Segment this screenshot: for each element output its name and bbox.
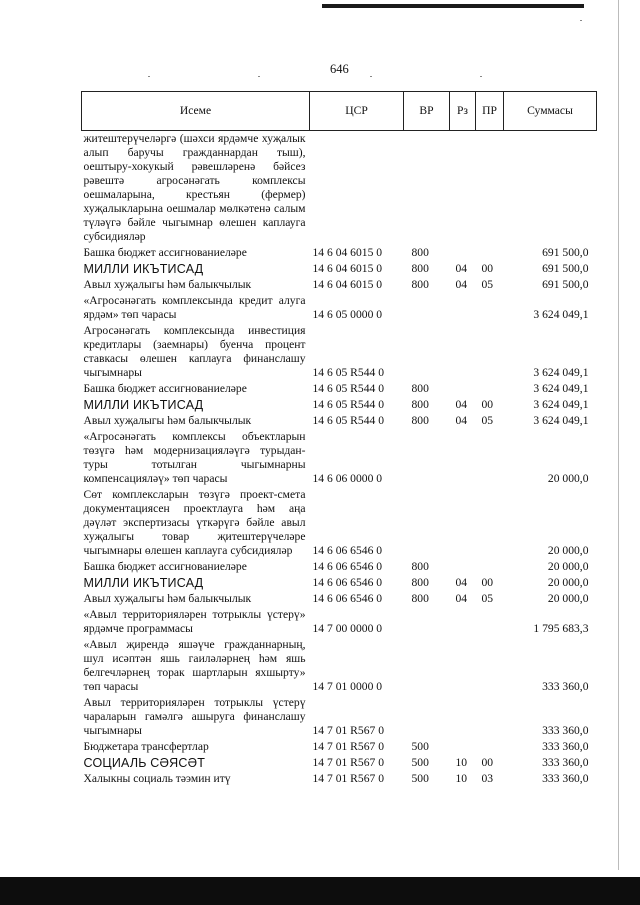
header-sum: Суммасы (504, 92, 597, 131)
header-rz: Рз (450, 92, 476, 131)
scan-bottom-bar (0, 877, 640, 905)
cell-vr: 800 (411, 560, 429, 573)
cell-vr (404, 293, 450, 323)
cell-rz: 04 (455, 398, 468, 411)
cell-sum: 3 624 049,1 (533, 308, 589, 321)
cell-rz: 04 (455, 278, 468, 291)
table-row (82, 637, 597, 695)
cell-csr: 14 7 01 R567 0 (312, 772, 384, 785)
cell-sum: 20 000,0 (547, 544, 589, 557)
cell-csr: 14 7 01 0000 0 (312, 680, 383, 693)
cell-csr: 14 6 05 R544 0 (312, 398, 384, 411)
table-row (82, 413, 597, 429)
cell-name: Башка бюджет ассигнованиеләре (83, 246, 247, 259)
cell-rz (450, 559, 476, 575)
cell-pr (476, 429, 504, 487)
cell-pr: 05 (481, 414, 494, 427)
cell-pr: 00 (481, 398, 494, 411)
scan-speck (148, 76, 150, 77)
cell-csr: 14 7 00 0000 0 (312, 622, 383, 635)
cell-name: МИЛЛИ ИКЪТИСАД (83, 576, 204, 590)
table-row (82, 559, 597, 575)
header-vr: ВР (404, 92, 450, 131)
cell-pr (476, 637, 504, 695)
table-row (82, 607, 597, 637)
cell-name: Башка бюджет ассигнованиеләре (83, 560, 247, 573)
cell-pr (476, 323, 504, 381)
table-row (82, 487, 597, 559)
cell-pr: 05 (481, 278, 494, 291)
scan-speck (370, 76, 372, 77)
cell-vr: 500 (411, 772, 429, 785)
cell-pr: 03 (481, 772, 494, 785)
cell-vr: 800 (411, 414, 429, 427)
cell-rz (450, 695, 476, 739)
table-row (82, 131, 597, 246)
cell-rz (450, 131, 476, 246)
table-row (82, 323, 597, 381)
cell-name: МИЛЛИ ИКЪТИСАД (83, 398, 204, 412)
scan-top-rule (322, 4, 584, 8)
cell-csr: 14 6 04 6015 0 (312, 262, 383, 275)
table-row (82, 695, 597, 739)
cell-name: Башка бюджет ассигнованиеләре (83, 382, 247, 395)
cell-name: житештерүчеләргә (шәхси ярдәмче хуҗалык алып баручы гражданнардан тыш), оештыру-хокукый рәвешләренә бәйсез рәвештә агросәнәгать комплексы оешмаларына, крестьян (фермер) хуҗалыкларына оешмалар мөлкәтенә салым түләүгә бәйле чыгымнар өлешен каплауга субсидияләр (83, 132, 306, 243)
cell-name: «Агросәнәгать комплексында кредит алуга ярдәм» төп чарасы (83, 294, 306, 321)
cell-vr: 800 (411, 278, 429, 291)
header-pr: ПР (476, 92, 504, 131)
header-csr: ЦСР (310, 92, 404, 131)
scan-speck (258, 76, 260, 77)
cell-rz (450, 637, 476, 695)
cell-sum: 1 795 683,3 (533, 622, 589, 635)
cell-pr (476, 607, 504, 637)
cell-vr: 800 (411, 576, 429, 589)
cell-sum (504, 131, 597, 246)
cell-vr: 500 (411, 756, 429, 769)
cell-name: Авыл хуҗалыгы һәм балыкчылык (83, 414, 252, 427)
table-row (82, 771, 597, 787)
cell-name: Сөт комплексларын төзүгә проект-смета документациясен проектлауга һәм аңа дәүләт экспертизасы үткәрүгә бәйле авыл хуҗалыгы товар җитештерүчеләре чыгымнары өлешен каплауга субсидияләр (83, 488, 306, 557)
cell-rz: 04 (455, 576, 468, 589)
table-row (82, 261, 597, 277)
cell-vr (404, 607, 450, 637)
cell-sum: 691 500,0 (542, 262, 589, 275)
cell-rz (450, 293, 476, 323)
cell-sum: 333 360,0 (542, 740, 589, 753)
cell-rz (450, 487, 476, 559)
cell-csr: 14 6 05 0000 0 (312, 308, 383, 321)
cell-sum: 333 360,0 (542, 724, 589, 737)
cell-name: Авыл территорияләрен тотрыклы үстерү чараларын гамәлгә ашыруга финанслашу чыгымнары (83, 696, 306, 737)
cell-sum: 3 624 049,1 (533, 366, 589, 379)
cell-name: «Агросәнәгать комплексы объектларын төзүгә һәм модернизацияләүгә турыдан-туры тотылган чыгымнарны компенсацияләү» төп чарасы (83, 430, 306, 485)
cell-vr (404, 131, 450, 246)
cell-pr: 00 (481, 576, 494, 589)
cell-csr: 14 6 06 0000 0 (312, 472, 383, 485)
cell-vr (404, 487, 450, 559)
cell-csr: 14 6 06 6546 0 (312, 544, 383, 557)
cell-name: Халыкны социаль тәэмин итү (83, 772, 231, 785)
cell-sum: 20 000,0 (547, 592, 589, 605)
cell-pr (476, 559, 504, 575)
budget-table (81, 91, 597, 787)
cell-pr (476, 381, 504, 397)
cell-rz: 04 (455, 592, 468, 605)
cell-rz (450, 429, 476, 487)
cell-name: «Авыл җирендә яшәүче гражданнарның, шул исәптән яшь гаиләләрнең һәм яшь белгечләрнең торак шартларын яхшырту» төп чарасы (83, 638, 306, 693)
cell-name: МИЛЛИ ИКЪТИСАД (83, 262, 204, 276)
cell-name: СОЦИАЛЬ СӘЯСӘТ (83, 756, 206, 770)
cell-sum: 3 624 049,1 (533, 398, 589, 411)
cell-sum: 3 624 049,1 (533, 382, 589, 395)
cell-sum: 333 360,0 (542, 680, 589, 693)
cell-csr: 14 6 05 R544 0 (312, 382, 384, 395)
table-row (82, 591, 597, 607)
scan-right-edge (618, 0, 619, 870)
table-row (82, 755, 597, 771)
cell-csr: 14 6 06 6546 0 (312, 592, 383, 605)
cell-name: Авыл хуҗалыгы һәм балыкчылык (83, 278, 252, 291)
cell-sum: 333 360,0 (542, 772, 589, 785)
scan-speck (480, 76, 482, 77)
cell-sum: 691 500,0 (542, 278, 589, 291)
cell-vr (404, 637, 450, 695)
cell-vr: 500 (411, 740, 429, 753)
cell-vr: 800 (411, 246, 429, 259)
cell-sum: 20 000,0 (547, 560, 589, 573)
cell-sum: 333 360,0 (542, 756, 589, 769)
cell-vr: 800 (411, 262, 429, 275)
cell-csr: 14 6 05 R544 0 (312, 366, 384, 379)
cell-csr: 14 6 06 6546 0 (312, 560, 383, 573)
cell-rz: 04 (455, 414, 468, 427)
cell-pr: 00 (481, 756, 494, 769)
cell-vr: 800 (411, 382, 429, 395)
table-header-row (82, 92, 597, 131)
cell-vr: 800 (411, 592, 429, 605)
cell-pr (476, 131, 504, 246)
cell-csr: 14 6 04 6015 0 (312, 246, 383, 259)
cell-csr: 14 6 04 6015 0 (312, 278, 383, 291)
cell-csr: 14 7 01 R567 0 (312, 724, 384, 737)
cell-pr (476, 695, 504, 739)
cell-name: «Авыл территорияләрен тотрыклы үстерү» ярдәмче программасы (83, 608, 306, 635)
cell-name: Бюджетара трансфертлар (83, 740, 209, 753)
cell-name: Агросәнәгать комплексында инвестиция кредитлары (заемнары) буенча процент ставкасы өлешен каплауга финанслашу чыгымнары (83, 324, 306, 379)
table-row (82, 397, 597, 413)
cell-pr (476, 487, 504, 559)
header-name: Исеме (82, 92, 310, 131)
scan-speck (580, 20, 582, 21)
table-row (82, 429, 597, 487)
table-row (82, 381, 597, 397)
cell-sum: 20 000,0 (547, 576, 589, 589)
cell-csr: 14 7 01 R567 0 (312, 756, 384, 769)
cell-rz (450, 323, 476, 381)
cell-pr: 05 (481, 592, 494, 605)
cell-pr (476, 293, 504, 323)
table-row (82, 575, 597, 591)
table-row (82, 293, 597, 323)
cell-rz (450, 245, 476, 261)
cell-sum: 20 000,0 (547, 472, 589, 485)
cell-vr: 800 (411, 398, 429, 411)
cell-sum: 691 500,0 (542, 246, 589, 259)
cell-pr: 00 (481, 262, 494, 275)
table-row (82, 739, 597, 755)
page-number: 646 (330, 62, 349, 76)
cell-rz (450, 739, 476, 755)
cell-rz: 10 (455, 756, 468, 769)
table-row (82, 277, 597, 293)
cell-pr (476, 739, 504, 755)
cell-name: Авыл хуҗалыгы һәм балыкчылык (83, 592, 252, 605)
cell-csr: 14 7 01 R567 0 (312, 740, 384, 753)
cell-rz: 04 (455, 262, 468, 275)
table-row (82, 245, 597, 261)
cell-sum: 3 624 049,1 (533, 414, 589, 427)
cell-csr (310, 131, 404, 246)
cell-vr (404, 323, 450, 381)
cell-vr (404, 429, 450, 487)
cell-rz: 10 (455, 772, 468, 785)
cell-pr (476, 245, 504, 261)
cell-rz (450, 607, 476, 637)
cell-vr (404, 695, 450, 739)
cell-csr: 14 6 06 6546 0 (312, 576, 383, 589)
cell-rz (450, 381, 476, 397)
cell-csr: 14 6 05 R544 0 (312, 414, 384, 427)
